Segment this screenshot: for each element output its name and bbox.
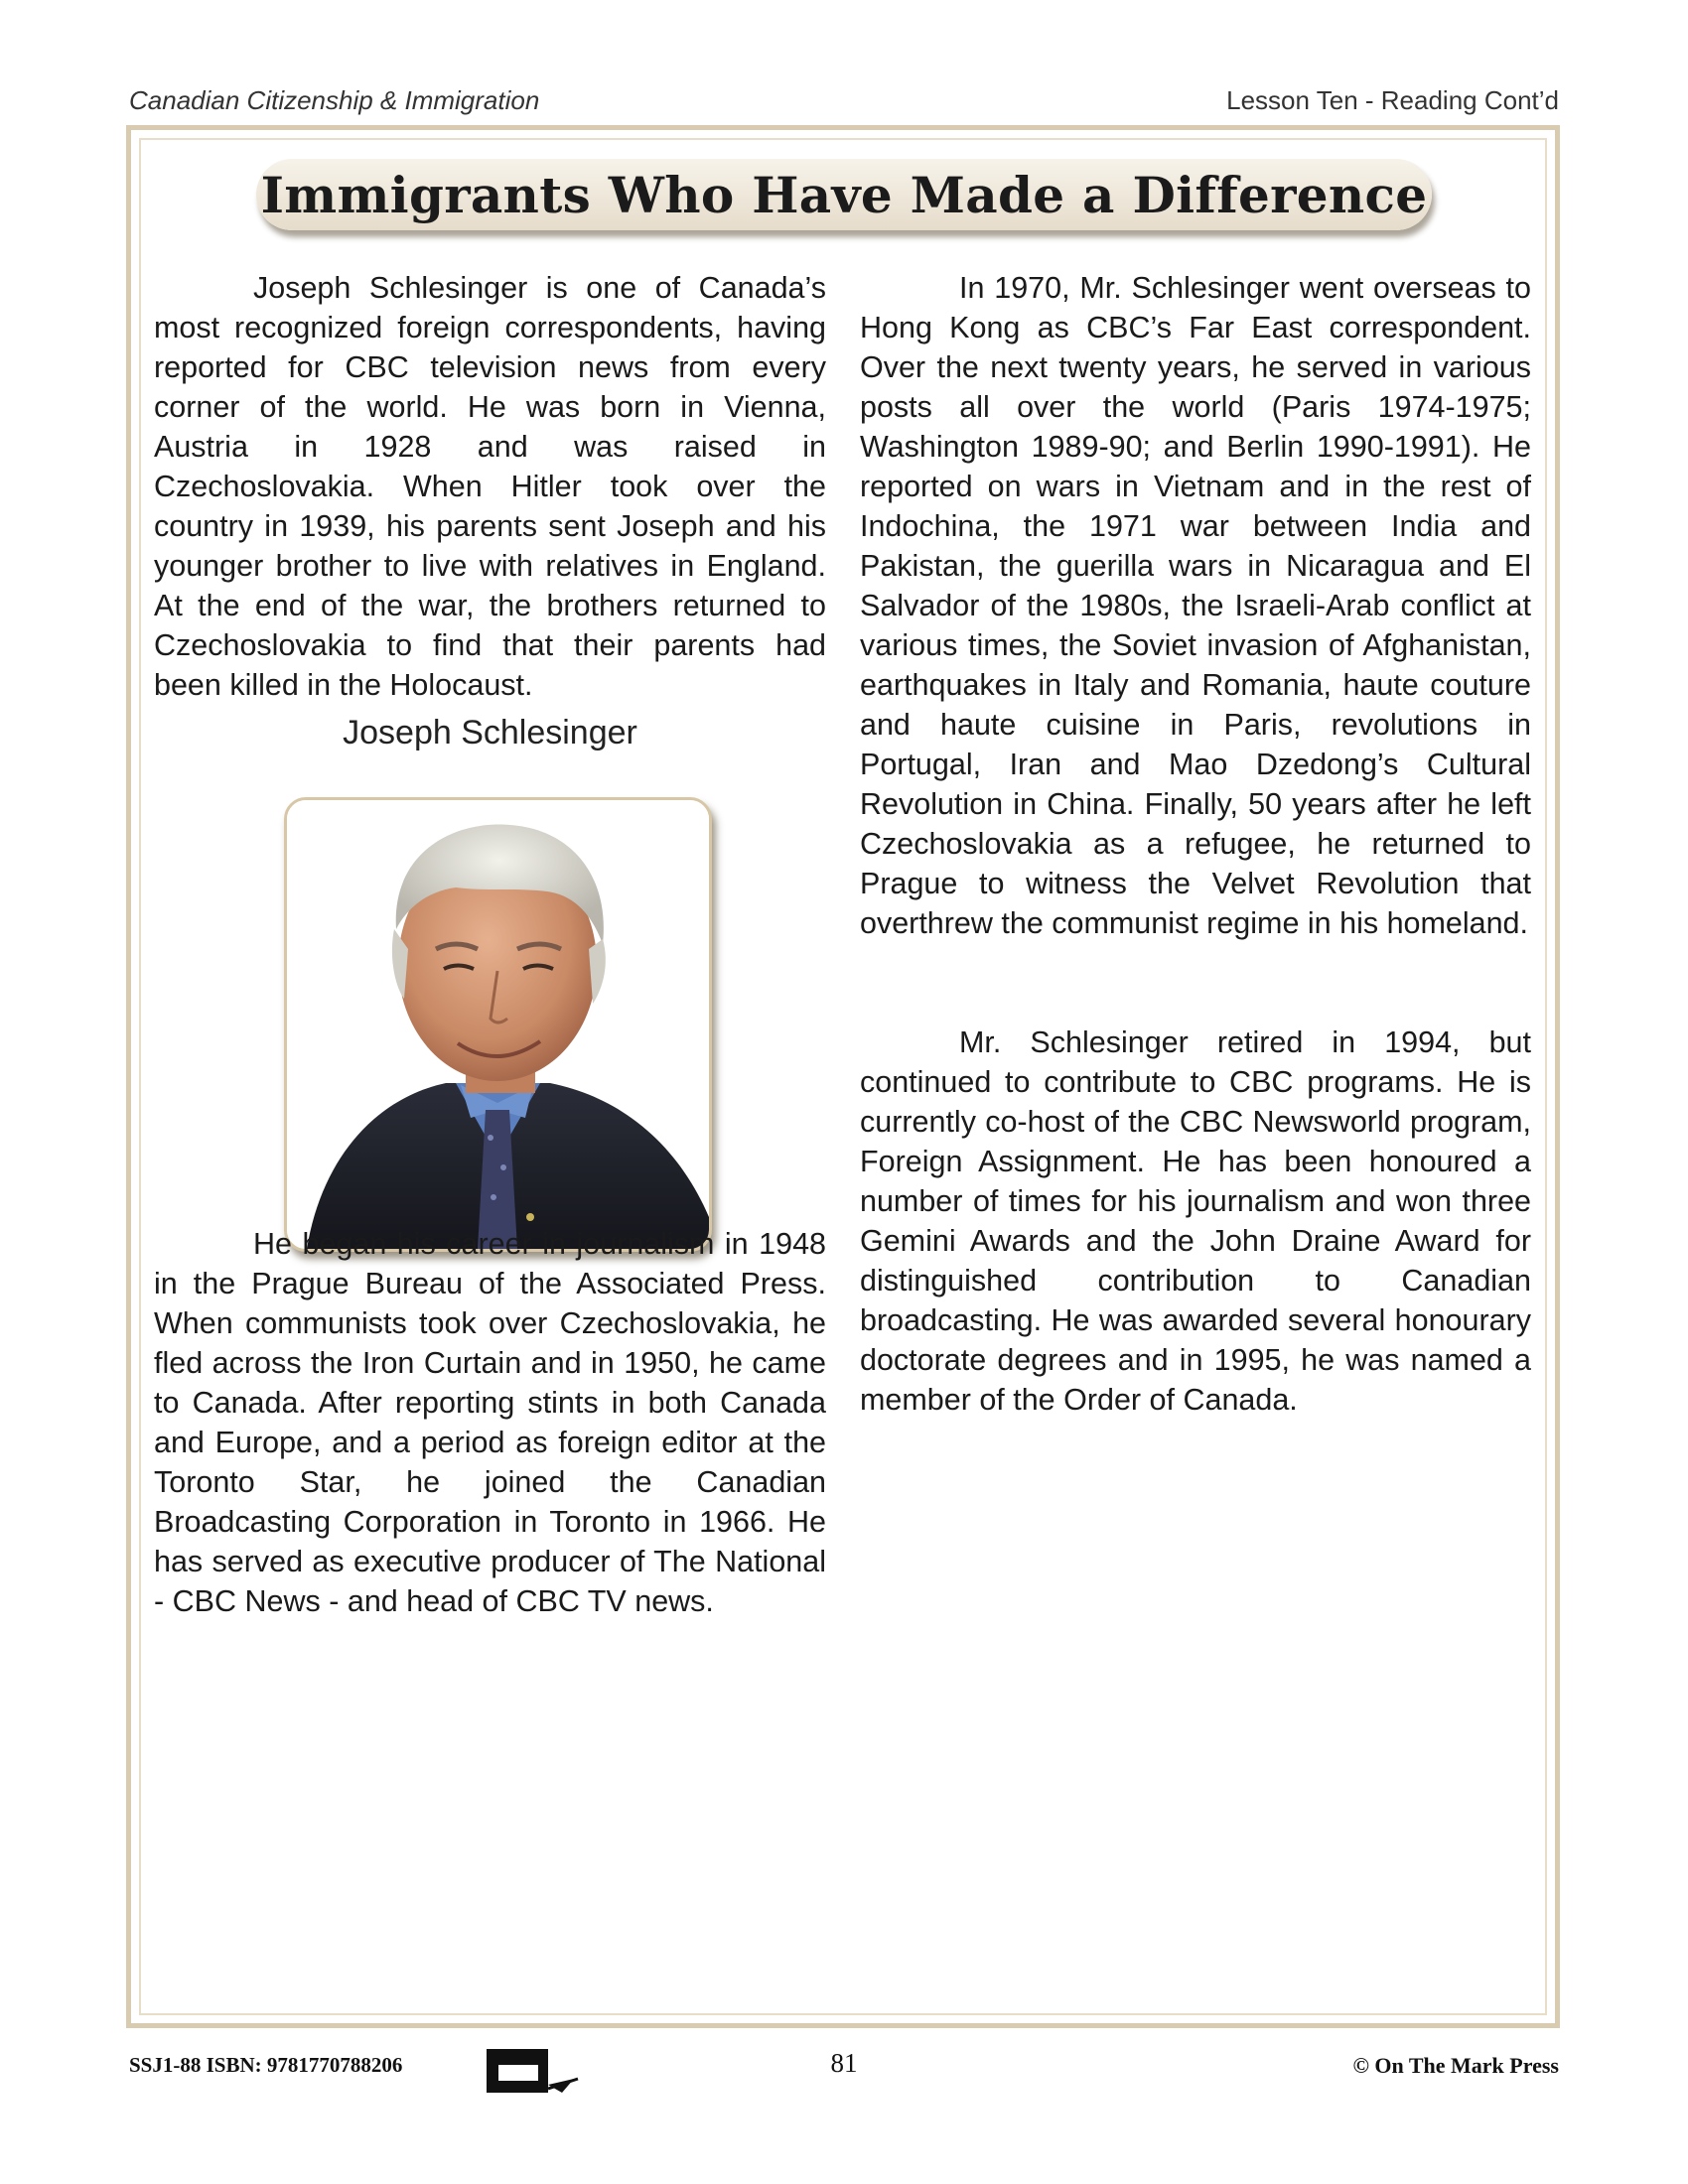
left-paragraph-2: He began his career in journalism in 1948 in the Prague Bureau of the Associated Press. When communists took over Czechoslovakia, he fled across the Iron Curtain and in 1950, he came to Canada. After reporting stints in both Canada and Europe, and a period as foreign editor at the Toronto Star, he joined the Canadian Broadcasting Corporation in Toronto in 1966. He has served as executive producer of The National - CBC News - and head of CBC TV news. xyxy=(154,1227,826,1618)
title-banner xyxy=(256,159,1432,230)
footer-isbn: SSJ1-88 ISBN: 9781770788206 xyxy=(129,2053,403,2077)
page-title: Immigrants Who Have Made a Difference xyxy=(260,165,1428,224)
footer-copyright: © On The Mark Press xyxy=(1352,2053,1559,2078)
portrait-photo xyxy=(284,797,712,1252)
right-paragraph-2: Mr. Schlesinger retired in 1994, but continued to contribute to CBC programs. He is currently co-host of the CBC Newsworld program, Foreign Assignment. He has been honoured a number of times for his journalism and won three Gemini Awards and the John Draine Award for distinguished contribution to Canadian broadcasting. He was awarded several honourary doctorate degrees and in 1995, he was named a member of the Order of Canada. xyxy=(860,1025,1531,1417)
right-paragraph-1: In 1970, Mr. Schlesinger went overseas to Hong Kong as CBC’s Far East correspondent. Over the next twenty years, he served in various posts all over the world (Paris 1974-1975; Washington 1989-90; and Berlin 1990-1991). He reported on wars in Vietnam and in the rest of Indochina, the 1971 war between India and Pakistan, the guerilla wars in Nicaragua and El Salvador of the 1980s, the Israeli-Arab conflict at various times, the Soviet invasion of Afghanistan, earthquakes in Italy and Romania, haute couture and haute cuisine in Paris, revolutions in Portugal, Iran and Mao Dzedong’s Cultural Revolution in China. Finally, 50 years after he left Czechoslovakia as a refugee, he returned to Prague to witness the Velvet Revolution that overthrew the communist regime in his homeland. xyxy=(860,271,1531,940)
left-paragraph-1: Joseph Schlesinger is one of Canada’s most recognized foreign correspondents, having reported for CBC television news from every corner of the world. He was born in Vienna, Austria in 1928 and was raised in Czechoslovakia. When Hitler took over the country in 1939, his parents sent Joseph and his younger brother to live with relatives in England. At the end of the war, the brothers returned to Czechoslovakia to find that their parents had been killed in the Holocaust. xyxy=(154,271,826,702)
header-course-title: Canadian Citizenship & Immigration xyxy=(129,85,540,115)
header-lesson-label: Lesson Ten - Reading Cont’d xyxy=(1226,85,1559,115)
page-number: 81 xyxy=(830,2048,858,2078)
photo-caption: Joseph Schlesinger xyxy=(343,714,637,751)
portrait-illustration xyxy=(287,800,709,1249)
